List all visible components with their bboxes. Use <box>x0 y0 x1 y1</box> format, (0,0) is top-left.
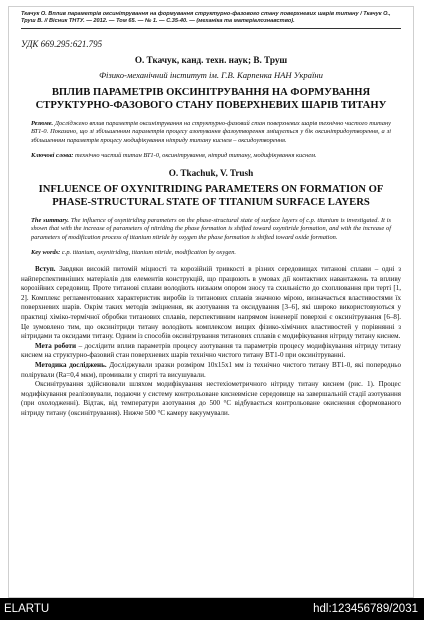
intro-label: Вступ. <box>35 265 56 274</box>
aim-paragraph <box>21 342 401 361</box>
keywords-en-label: Key words: <box>31 248 61 256</box>
paper-page <box>8 6 414 598</box>
aim-text: – дослідити вплив параметрів процесу азотування та параметрів процесу модифікування нітриду титану киснем на структурно-фазовий стан поверхневих шарів технічно чистого титану ВТ1-0 при оксинітруванні. <box>21 341 401 360</box>
keywords-ua-text: технічно чистий титан ВТ1-0, оксинітрування, нітрид титану, модифікування киснем. <box>75 151 317 159</box>
repository-name: ELARTU <box>4 603 50 615</box>
summary-en <box>21 217 401 242</box>
affiliation-ua: Фізико-механічний інститут ім. Г.В. Карпенка НАН України <box>99 70 323 80</box>
keywords-ua-label: Ключові слова: <box>31 151 74 159</box>
title-ua: ВПЛИВ ПАРАМЕТРІВ ОКСИНІТРУВАННЯ НА ФОРМУВАННЯ СТРУКТУРНО-ФАЗОВОГО СТАНУ ПОВЕРХНЕВИХ ШАРІВ ТИТАНУ <box>35 87 387 111</box>
citation-header: Ткачук О. Вплив параметрів оксинітрування на формування структурно-фазового стану поверхневих шарів титану / Ткачук О., Труш В. // Вісник ТНТУ. — 2012. — Том 65. — № 1. — С.35-40. — (механіка та матеріалознавство). <box>21 11 401 29</box>
authors-en: O. Tkachuk, V. Trush <box>168 168 254 179</box>
udk-code: УДК 669.295:621.795 <box>21 39 103 49</box>
authors-ua: О. Ткачук, канд. техн. наук; В. Труш <box>134 55 288 65</box>
method-text: Досліджували зразки розміром 10x15x1 мм із технічно чистого титану ВТ1-0, які попередньо полірували (Ra=0,4 мкм), промивали у спирті та висушували. <box>21 360 401 379</box>
method-paragraph <box>21 361 401 380</box>
resume-label: Резюме. <box>31 120 54 127</box>
resume-text: Досліджено вплив параметрів оксинітрування на структурно-фазовий стан поверхневих шарів технічно чистого титану ВТ1-0. Показано, що зі збільшенням параметрів процесу азотування фазоутворення зміщується у бік оксинітридоутворення, а зі збільшенням параметрів процесу модифікування нітриду титану киснем – оксидоутворення. <box>31 120 391 144</box>
footer-bar <box>0 598 424 620</box>
keywords-en <box>21 249 401 257</box>
oxynitriding-paragraph: Оксинітрування здійснювали шляхом модифікування нестехіометричного нітриду титану киснем (рис. 1). Процес модифікування реалізовували, подаючи у систему контрольоване кисневмісне середовище на завершальній стадії азотування (при охолодженні). Відтак, від температури азотування до 500 °С відбувається контрольоване окиснення сформованого нітриду титану (оксинітрування). Нижче 500 °С камеру вакуумували. <box>21 380 401 417</box>
summary-text: The influence of oxynitriding parameters on the phase-structural state of surface layers of c.p. titanium is investigated. It is shown that with the increase of parameters of nitriding the phase formation is shifted toward oxynitride formation, and with the increase of parameters of modification process of titanium nitride by oxygen the phase formation is shifted toward oxide formation. <box>31 217 391 241</box>
intro-paragraph <box>21 265 401 342</box>
handle-id: hdl:123456789/2031 <box>313 603 418 615</box>
keywords-en-text: c.p. titanium, oxynitriding, titanium nitride, modification by oxygen. <box>61 248 237 256</box>
title-en: INFLUENCE OF OXYNITRIDING PARAMETERS ON FORMATION OF PHASE-STRUCTURAL STATE OF TITANIUM SURFACE LAYERS <box>38 184 384 208</box>
keywords-ua <box>21 152 401 160</box>
summary-label: The summary. <box>31 217 70 225</box>
method-label: Методика досліджень. <box>35 360 107 369</box>
intro-text: Завдяки високій питомій міцності та корозійній тривкості в різних середовищах титанові сплави – одні з найперспективніших матеріалів для елементів конструкцій, що працюють в умовах дії контактних навантажень та впливу корозійних середовищ. Проте титанові сплави володіють низьким опором зносу та схильністю до схоплювання при терті [1, 2]. Комплекс регламентованих характеристик виробів із титанових сплавів значною мірою, визначається властивостями їх поверхневих шарів. Окрім таких методів зміцнення, як азотування та оксидування [3–6], які широко використовуються у практиці хіміко-термічної обробки титанових сплавів, перспективним напрямом інженерії поверхні є оксинітрування [6–8]. Це зумовлено тим, що оксинітриди титану володіють комплексом вищих фізико-хімічних властивостей у порівнянні з нітридами та оксидами титану. Одним із способів оксинітрування титанових сплавів є модифікування нітриду титану киснем. <box>21 265 402 341</box>
resume-ua <box>21 120 401 145</box>
aim-label: Мета роботи <box>35 341 77 350</box>
